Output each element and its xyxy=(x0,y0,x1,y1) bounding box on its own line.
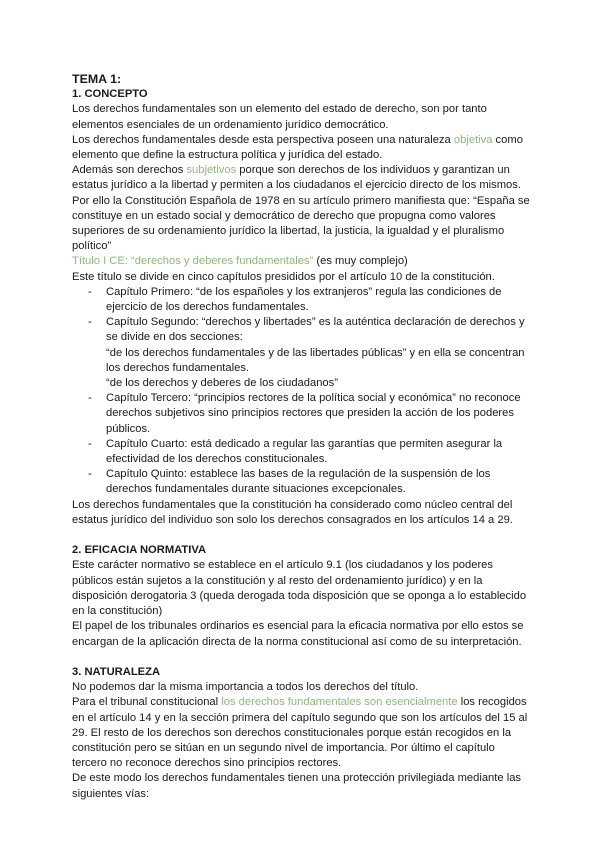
paragraph: Este título se divide en cinco capítulos presididos por el artículo 10 de la constitución. xyxy=(72,270,495,283)
highlight-text: objetiva xyxy=(453,133,493,146)
highlight-text: subjetivos xyxy=(186,164,237,177)
sub-section: “de los derechos fundamentales y de las libertades públicas” y en ella se concentran los derechos fundamentales. xyxy=(106,346,525,374)
paragraph: Este carácter normativo se establece en el artículo 9.1 (los ciudadanos y los poderes públicos están sujetos a la constitución y al resto del ordenamiento jurídico) y en la disposición derogatoria 3 (queda derogada toda disposición que se oponga a lo establecido en la constitución) xyxy=(72,559,527,618)
document-title: TEMA 1: xyxy=(72,72,122,86)
paragraph: Título I CE: “derechos y deberes fundamentales” (es muy complejo) xyxy=(72,255,408,268)
chapter-list xyxy=(72,285,530,498)
paragraph: Los derechos fundamentales son un elemento del estado de derecho, son por tanto elementos esenciales de un ordenamiento jurídico democrático. xyxy=(72,103,487,131)
paragraph: El papel de los tribunales ordinarios es esencial para la eficacia normativa por ello estos se encargan de la aplicación directa de la norma constitucional así como de su interpretación. xyxy=(72,620,524,648)
sub-section: “de los derechos y deberes de los ciudadanos” xyxy=(106,377,338,390)
section-heading-concepto: 1. CONCEPTO xyxy=(72,88,148,101)
paragraph: Los derechos fundamentales desde esta perspectiva poseen una naturaleza objetiva como elemento que define la estructura política y jurídica del estado. xyxy=(72,133,523,162)
document-page xyxy=(72,72,530,802)
section-heading-naturaleza: 3. NATURALEZA xyxy=(72,665,161,678)
highlight-text: los derechos fundamentales son esencialmente xyxy=(221,696,458,709)
paragraph: Además son derechos subjetivos porque son derechos de los individuos y garantizan un estatus jurídico a la libertad y permiten a los ciudadanos el ejercicio directo de los mismos. xyxy=(72,164,521,192)
list-item: - Capítulo Quinto: establece las bases de la regulación de la suspensión de los derechos fundamentales durante situaciones excepcionales. xyxy=(88,468,491,496)
list-item: - Capítulo Tercero: “principios rectores de la política social y económica” no reconoce derechos subjetivos sino principios rectores que presiden la acción de los poderes públicos. xyxy=(88,392,521,435)
paragraph: De este modo los derechos fundamentales tienen una protección privilegiada mediante las siguientes vías: xyxy=(72,772,522,800)
highlight-text: Título I CE: “derechos y deberes fundamentales” xyxy=(72,255,314,268)
paragraph: No podemos dar la misma importancia a todos los derechos del título. xyxy=(72,681,419,694)
list-item: - Capítulo Cuarto: está dedicado a regular las garantías que permiten asegurar la efectividad de los derechos constitucionales. xyxy=(88,437,503,466)
paragraph: Para el tribunal constitucional los derechos fundamentales son esencialmente los recogidos en el artículo 14 y en la sección primera del capítulo segundo que son los artículos del 15 al 29. El resto de los derechos son derechos constitucionales porque están recogidos en la constitución pero se sitúan en un segundo nivel de importancia. Por último el capítulo tercero no reconoce derechos sino principios rectores. xyxy=(72,696,528,770)
list-item: - Capítulo Segundo: “derechos y libertades” es la auténtica declaración de derechos y se divide en dos secciones: “de los derechos fundamentales y de las libertades públicas” y en ella se concentran los derechos fundamentales. “de los derechos y deberes de los ciudadanos” xyxy=(72,315,530,391)
paragraph: Por ello la Constitución Española de 1978 en su artículo primero manifiesta que: “España se constituye en un estado social y democrático de derecho que propugna como valores superiores de su ordenamiento jurídico la libertad, la justicia, la igualdad y el pluralismo político” xyxy=(72,194,530,253)
list-item: - Capítulo Primero: “de los españoles y los extranjeros” regula las condiciones de ejercicio de los derechos fundamentales. xyxy=(88,285,502,314)
section-heading-eficacia: 2. EFICACIA NORMATIVA xyxy=(72,544,207,557)
paragraph: Los derechos fundamentales que la constitución ha considerado como núcleo central del estatus jurídico del individuo son solo los derechos consagrados en los artículos 14 a 29. xyxy=(72,498,513,526)
